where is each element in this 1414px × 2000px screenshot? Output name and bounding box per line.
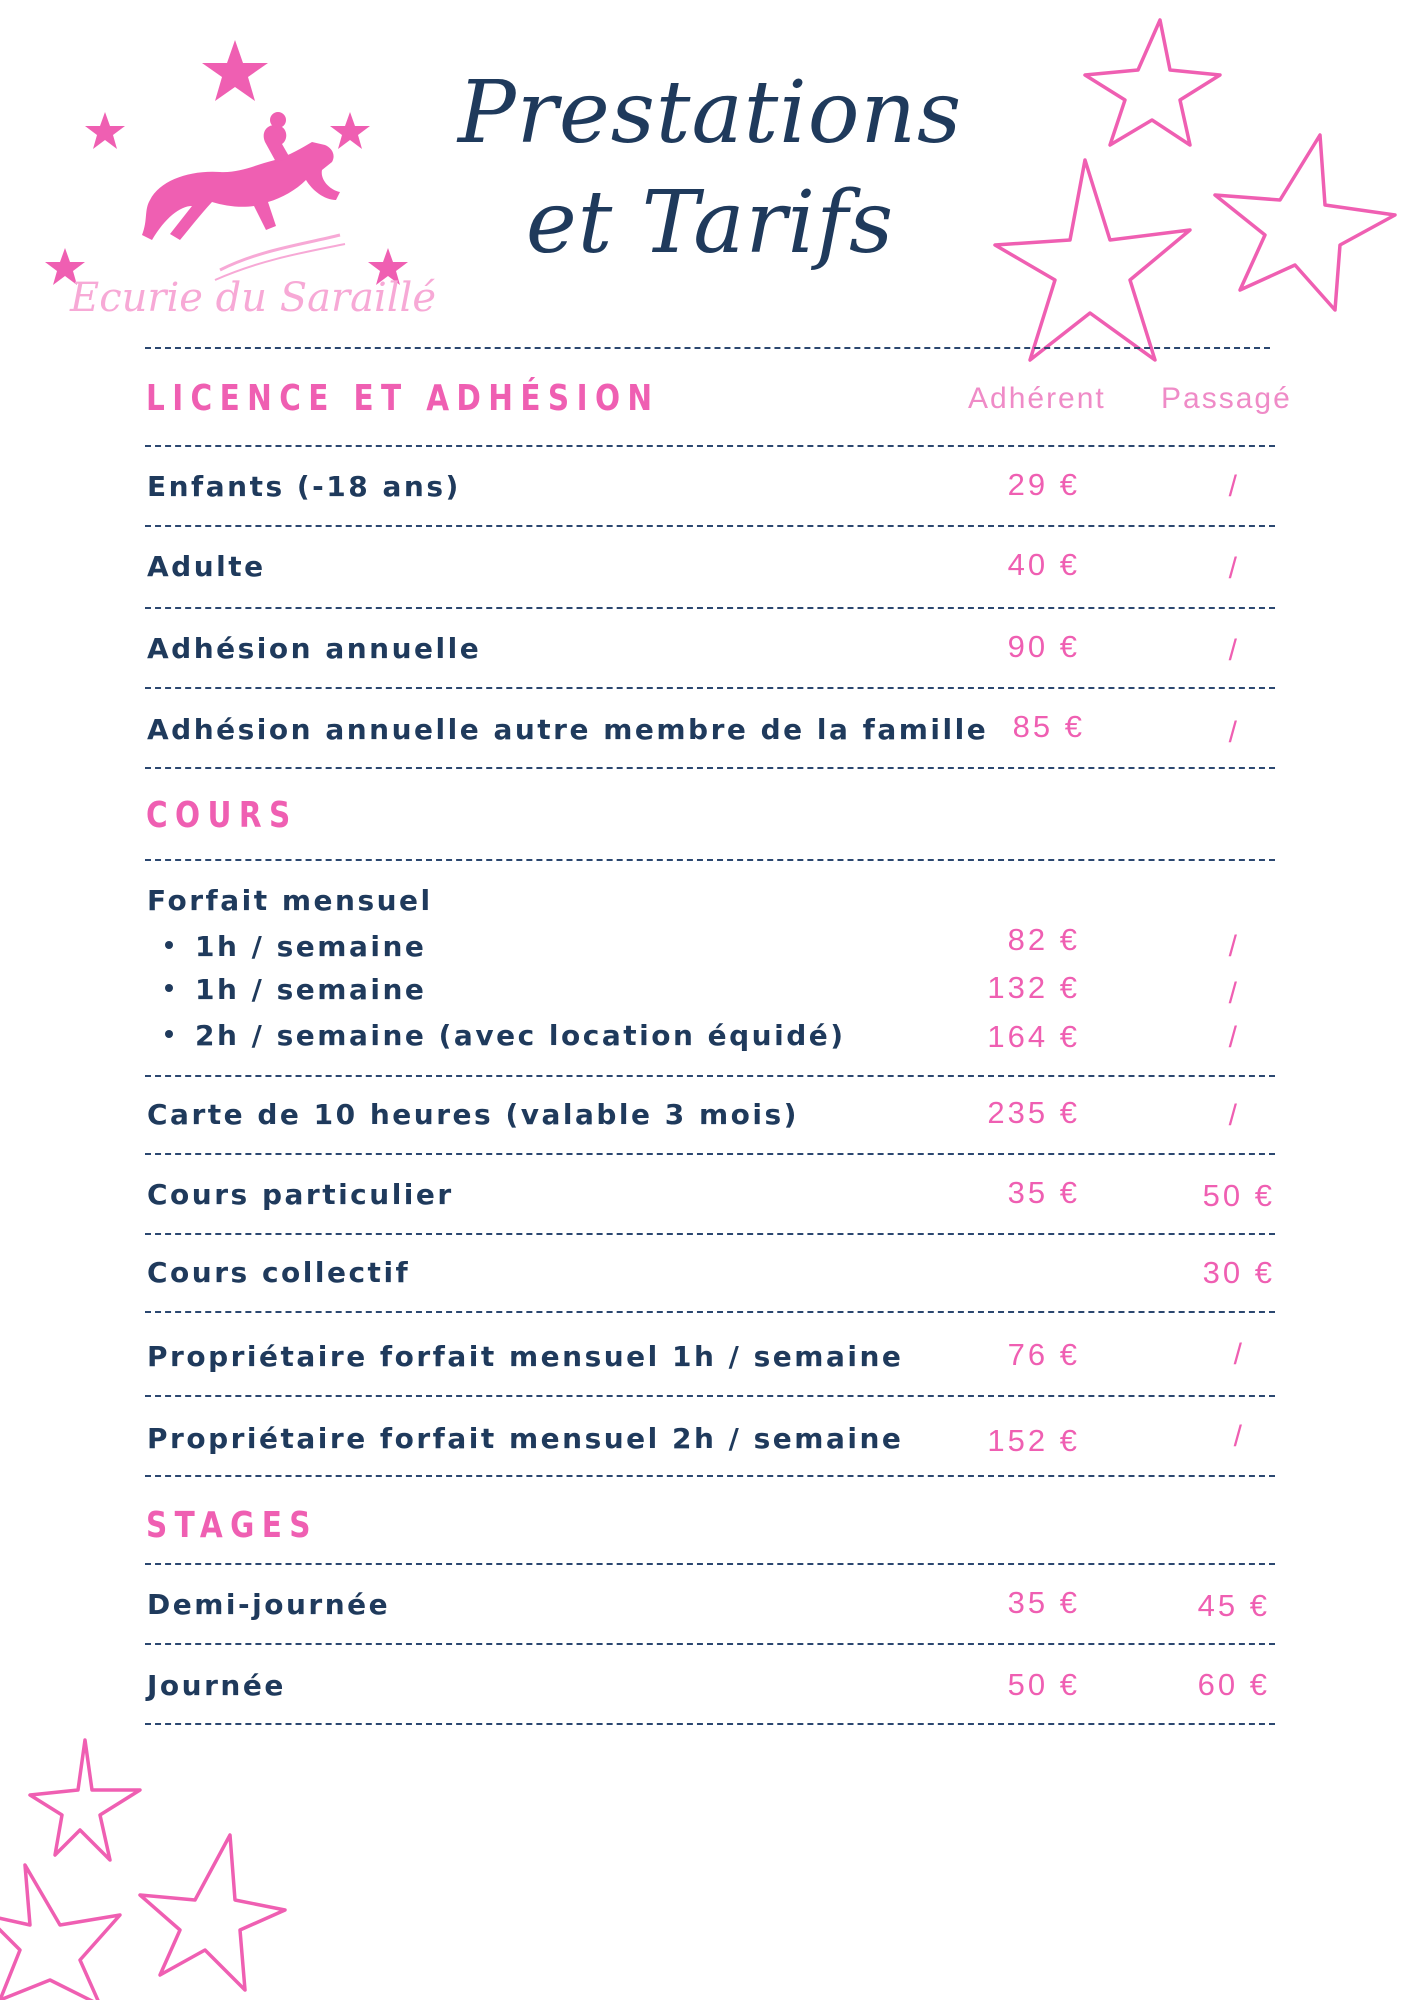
bullet-item-label: 2h / semaine (avec location équidé) bbox=[195, 1019, 846, 1052]
section-title-cours: COURS bbox=[146, 795, 298, 836]
separator bbox=[145, 1233, 1275, 1235]
star-outline-icon bbox=[30, 1740, 140, 1860]
row-label: Propriétaire forfait mensuel 2h / semaine bbox=[147, 1422, 904, 1455]
bullet-item bbox=[165, 973, 426, 1006]
row-label: Adulte bbox=[147, 550, 266, 583]
row-label: Carte de 10 heures (valable 3 mois) bbox=[147, 1098, 799, 1131]
separator bbox=[145, 1075, 1275, 1077]
price-guest: / bbox=[1228, 1021, 1240, 1054]
separator bbox=[145, 767, 1275, 769]
price-member: 164 € bbox=[987, 1019, 1080, 1054]
price-guest: / bbox=[1233, 1338, 1245, 1371]
column-header-member: Adhérent bbox=[968, 382, 1106, 415]
bullet-item bbox=[165, 930, 426, 963]
price-guest: 45 € bbox=[1197, 1588, 1270, 1623]
price-member: 35 € bbox=[1007, 1585, 1080, 1620]
row-label: Propriétaire forfait mensuel 1h / semaine bbox=[147, 1340, 904, 1373]
star-outline-icon bbox=[1215, 135, 1395, 310]
separator bbox=[145, 1475, 1275, 1477]
separator bbox=[145, 1563, 1275, 1565]
price-member: 235 € bbox=[987, 1095, 1080, 1130]
separator bbox=[145, 687, 1275, 689]
decorative-stars-top-right-icon bbox=[990, 15, 1414, 375]
row-label: Cours collectif bbox=[147, 1256, 411, 1289]
section-title-stages: STAGES bbox=[146, 1505, 318, 1546]
bullet-item-label: 1h / semaine bbox=[195, 930, 427, 963]
section-title-licence: LICENCE ET ADHÉSION bbox=[146, 378, 660, 419]
logo-text: Ecurie du Saraillé bbox=[70, 275, 437, 321]
price-guest: 30 € bbox=[1202, 1255, 1275, 1290]
separator bbox=[145, 1395, 1275, 1397]
star-outline-icon bbox=[995, 160, 1190, 360]
price-guest: / bbox=[1228, 930, 1240, 963]
bullet-icon bbox=[165, 1030, 173, 1038]
price-member: 76 € bbox=[1007, 1337, 1080, 1372]
price-member: 35 € bbox=[1007, 1175, 1080, 1210]
row-label: Adhésion annuelle autre membre de la famille bbox=[147, 713, 989, 746]
row-label: Enfants (-18 ans) bbox=[147, 470, 461, 503]
page-title-line1: Prestations bbox=[457, 63, 963, 163]
separator bbox=[145, 1643, 1275, 1645]
separator bbox=[145, 525, 1275, 527]
star-icon bbox=[330, 112, 370, 149]
star-outline-icon bbox=[1085, 20, 1220, 145]
separator bbox=[145, 1311, 1275, 1313]
price-guest: / bbox=[1228, 1099, 1240, 1132]
star-outline-icon bbox=[140, 1835, 285, 1990]
bullet-icon bbox=[165, 984, 173, 992]
separator bbox=[145, 859, 1275, 861]
star-icon bbox=[85, 112, 125, 149]
price-member: 29 € bbox=[1007, 467, 1080, 502]
price-guest: 60 € bbox=[1197, 1667, 1270, 1702]
price-member: 90 € bbox=[1007, 629, 1080, 664]
star-icon bbox=[202, 40, 268, 101]
price-guest: / bbox=[1228, 716, 1240, 749]
price-guest: / bbox=[1228, 470, 1240, 503]
bullet-icon bbox=[165, 941, 173, 949]
row-label-forfait: Forfait mensuel bbox=[147, 884, 433, 917]
bullet-item bbox=[165, 1019, 846, 1052]
price-member: 40 € bbox=[1007, 547, 1080, 582]
price-guest: / bbox=[1228, 977, 1240, 1010]
price-member: 132 € bbox=[987, 970, 1080, 1005]
separator bbox=[145, 445, 1275, 447]
price-guest: 50 € bbox=[1202, 1178, 1275, 1213]
price-member: 50 € bbox=[1007, 1667, 1080, 1702]
bullet-item-label: 1h / semaine bbox=[195, 973, 427, 1006]
price-member: 85 € bbox=[1012, 709, 1085, 744]
column-header-guest: Passagé bbox=[1161, 382, 1292, 415]
price-guest: / bbox=[1228, 552, 1240, 585]
row-label: Cours particulier bbox=[147, 1178, 454, 1211]
row-label: Demi-journée bbox=[147, 1588, 391, 1621]
star-outline-icon bbox=[0, 1865, 120, 2000]
price-guest: / bbox=[1233, 1420, 1245, 1453]
price-guest: / bbox=[1228, 634, 1240, 667]
logo-stars-icon bbox=[45, 40, 408, 285]
separator bbox=[145, 607, 1275, 609]
page-title-line2: et Tarifs bbox=[525, 173, 895, 273]
decorative-stars-bottom-left-icon bbox=[0, 1735, 300, 2000]
horse-rider-jumping-icon bbox=[142, 112, 345, 280]
row-label: Adhésion annuelle bbox=[147, 632, 482, 665]
price-member: 152 € bbox=[987, 1423, 1080, 1458]
separator bbox=[145, 1723, 1275, 1725]
separator bbox=[145, 347, 1270, 349]
separator bbox=[145, 1153, 1275, 1155]
price-member: 82 € bbox=[1007, 922, 1080, 957]
row-label: Journée bbox=[147, 1669, 286, 1702]
